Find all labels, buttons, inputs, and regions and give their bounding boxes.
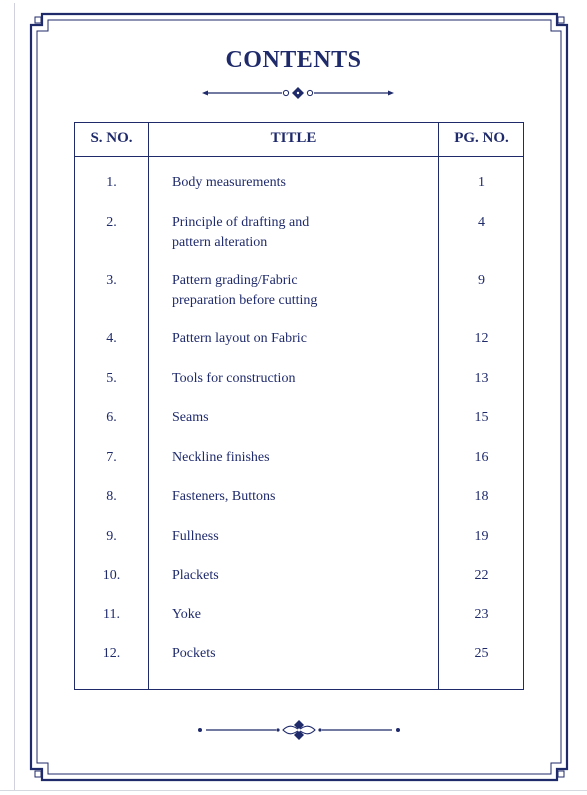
- entry-title: Plackets: [172, 568, 219, 583]
- entry-title: Tools for construction: [172, 371, 296, 386]
- header-divider: [75, 156, 523, 157]
- page-number: 16: [474, 450, 489, 465]
- header-serial-number: S. NO.: [90, 130, 133, 146]
- page-number: 12: [474, 331, 489, 346]
- column-divider: [148, 123, 149, 689]
- page-number: 15: [474, 410, 489, 425]
- entry-title: Seams: [172, 410, 209, 425]
- bottom-flourish-ornament: [194, 719, 404, 741]
- entry-title: Fullness: [172, 529, 219, 544]
- entry-title: Neckline finishes: [172, 450, 270, 465]
- contents-table: [74, 122, 524, 690]
- entry-title: Pattern grading/Fabric preparation before cutting: [172, 273, 318, 308]
- serial-number: 11.: [103, 607, 120, 622]
- entry-title: Yoke: [172, 607, 201, 622]
- entry-title: Fasteners, Buttons: [172, 489, 276, 504]
- entry-title: Principle of drafting and pattern alteration: [172, 215, 310, 250]
- page-number: 9: [478, 273, 485, 288]
- page-number: 19: [474, 529, 489, 544]
- page-number: 25: [474, 646, 489, 661]
- entry-title: Pattern layout on Fabric: [172, 331, 307, 346]
- page-number: 4: [478, 215, 485, 230]
- serial-number: 3.: [106, 273, 117, 288]
- serial-number: 4.: [106, 331, 117, 346]
- page-number: 22: [474, 568, 489, 583]
- serial-number: 7.: [106, 450, 117, 465]
- serial-number: 6.: [106, 410, 117, 425]
- page-number: 23: [474, 607, 489, 622]
- header-title: TITLE: [270, 130, 317, 146]
- serial-number: 1.: [106, 175, 117, 190]
- header-page-number: PG. NO.: [454, 130, 509, 146]
- entry-title: Pockets: [172, 646, 216, 661]
- serial-number: 9.: [106, 529, 117, 544]
- page-number: 18: [474, 489, 489, 504]
- page-number: 1: [478, 175, 485, 190]
- serial-number: 5.: [106, 371, 117, 386]
- serial-number: 8.: [106, 489, 117, 504]
- page-number: 13: [474, 371, 489, 386]
- top-flourish-ornament: [200, 86, 396, 100]
- entry-title: Body measurements: [172, 175, 286, 190]
- serial-number: 2.: [106, 215, 117, 230]
- page-title: CONTENTS: [225, 47, 362, 73]
- serial-number: 10.: [102, 568, 121, 583]
- serial-number: 12.: [102, 646, 121, 661]
